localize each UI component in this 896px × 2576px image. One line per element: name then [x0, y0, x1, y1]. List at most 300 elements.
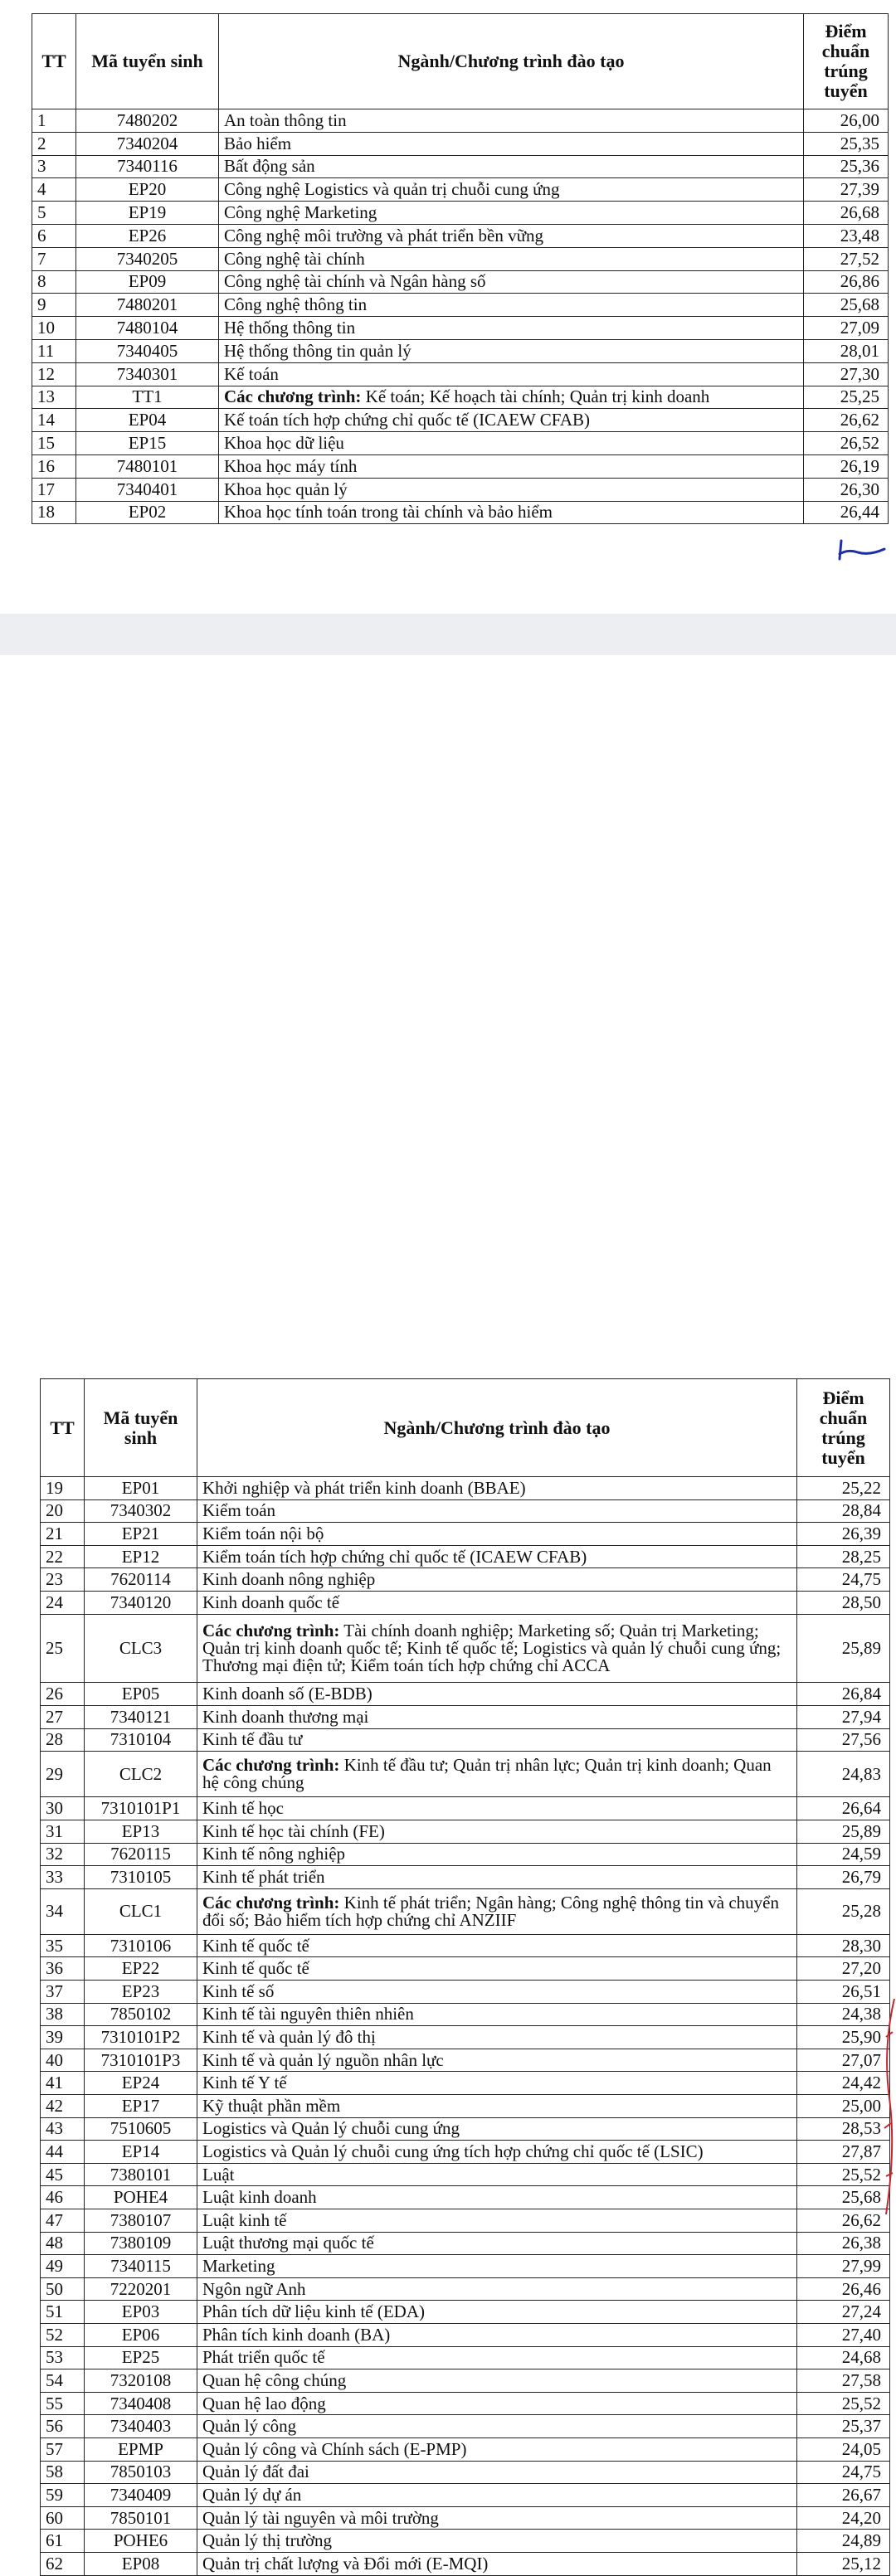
cutoff-score: 25,90 [797, 2026, 890, 2049]
program-name [197, 2049, 797, 2072]
program-name [219, 202, 804, 225]
program-group-lead: Các chương trình: [224, 386, 362, 407]
cutoff-score: 26,67 [797, 2484, 890, 2507]
program-name [219, 409, 804, 432]
program-name-text: Hệ thống thông tin quản lý [224, 340, 411, 361]
admission-code: EP09 [76, 270, 219, 294]
header-score: Điểm chuẩn trúng tuyển [797, 1379, 890, 1477]
row-number: 16 [32, 454, 76, 478]
cutoff-score: 28,25 [797, 1545, 890, 1568]
table-row [41, 1523, 890, 1546]
row-number: 46 [41, 2186, 85, 2209]
row-number: 33 [41, 1866, 85, 1889]
program-name [197, 1866, 797, 1889]
cutoff-score: 25,12 [797, 2552, 890, 2575]
row-number: 43 [41, 2117, 85, 2141]
table-row [41, 2301, 890, 2324]
row-number: 3 [32, 155, 76, 178]
row-number: 37 [41, 1981, 85, 2004]
admission-code: 7480201 [76, 294, 219, 317]
cutoff-score: 24,83 [797, 1752, 890, 1797]
cutoff-score: 27,58 [797, 2369, 890, 2393]
table-row [32, 294, 889, 317]
program-name-text: Quản lý dự án [202, 2484, 302, 2505]
cutoff-score: 25,25 [804, 386, 889, 409]
program-name [197, 2415, 797, 2438]
admission-code: 7480101 [76, 454, 219, 478]
table-row [41, 1477, 890, 1500]
program-name [197, 1614, 797, 1683]
admission-code: EPMP [85, 2437, 197, 2461]
admission-code: 7320108 [85, 2369, 197, 2393]
table-row [32, 109, 889, 133]
table-row [32, 202, 889, 225]
program-name-text: Tài chính doanh nghiệp; Marketing số; Quản trị Marketing; Quản trị kinh doanh quốc tế; Kinh tế quốc tế; Logistics và quản lý chuỗi cung ứng; Thương mại điện tử; Kiểm toán tích hợp chứng chỉ ACCA [202, 1620, 782, 1675]
row-number: 8 [32, 270, 76, 294]
program-name [197, 2117, 797, 2141]
admission-code: EP04 [76, 409, 219, 432]
program-name-text: Kinh tế đầu tư [202, 1729, 303, 1750]
cutoff-score: 26,51 [797, 1981, 890, 2004]
cutoff-score: 26,64 [797, 1797, 890, 1820]
program-name-text: Marketing [202, 2256, 275, 2276]
program-name-text: Kinh doanh số (E-BDB) [202, 1684, 373, 1704]
cutoff-score: 24,20 [797, 2506, 890, 2530]
program-name [197, 2209, 797, 2233]
admission-code: 7340301 [76, 362, 219, 386]
program-name [219, 339, 804, 362]
program-name-text: Quản trị chất lượng và Đổi mới (E-MQI) [202, 2553, 489, 2574]
program-name [197, 2506, 797, 2530]
cutoff-score: 26,30 [804, 478, 889, 501]
admission-code: EP23 [85, 1981, 197, 2004]
program-name-text: Khoa học quản lý [224, 479, 348, 499]
cutoff-score: 25,37 [797, 2415, 890, 2438]
table-row [41, 1843, 890, 1866]
row-number: 9 [32, 294, 76, 317]
admission-code: 7340116 [76, 155, 219, 178]
table-row [41, 2323, 890, 2346]
cutoff-score: 24,89 [797, 2530, 890, 2553]
table-row [32, 224, 889, 247]
program-name-text: Công nghệ thông tin [224, 294, 368, 315]
program-name-text: Bảo hiểm [224, 133, 292, 153]
program-name-text: Kế toán; Kế hoạch tài chính; Quản trị kinh doanh [361, 386, 710, 407]
row-number: 52 [41, 2323, 85, 2346]
table-row [41, 1728, 890, 1752]
admission-code: EP14 [85, 2141, 197, 2164]
program-name-text: Kiểm toán [202, 1500, 276, 1521]
admission-code: 7340121 [85, 1705, 197, 1728]
cutoff-score: 27,52 [804, 247, 889, 270]
row-number: 45 [41, 2163, 85, 2186]
table-row [41, 2484, 890, 2507]
row-number: 30 [41, 1797, 85, 1820]
admission-code: TT1 [76, 386, 219, 409]
cutoff-score: 26,86 [804, 270, 889, 294]
cutoff-score: 27,94 [797, 1705, 890, 1728]
row-number: 35 [41, 1934, 85, 1957]
page-gap [0, 614, 896, 655]
program-name-text: Khoa học tính toán trong tài chính và bảo hiểm [224, 502, 553, 522]
cutoff-score: 26,79 [797, 1866, 890, 1889]
program-name-text: Quan hệ lao động [202, 2393, 326, 2413]
program-group-lead: Các chương trình: [202, 1892, 340, 1913]
cutoff-score: 26,19 [804, 454, 889, 478]
program-name-text: Kinh tế nông nghiệp [202, 1844, 346, 1864]
row-number: 39 [41, 2026, 85, 2049]
cutoff-score: 28,84 [797, 1499, 890, 1523]
admission-code: EP24 [85, 2072, 197, 2095]
cutoff-score: 28,50 [797, 1591, 890, 1614]
row-number: 7 [32, 247, 76, 270]
red-stamp-edge-icon [881, 1999, 896, 2214]
table-row [41, 1683, 890, 1706]
admission-code: 7340115 [85, 2255, 197, 2278]
table-header-row [41, 1379, 890, 1477]
table-row [41, 2277, 890, 2301]
cutoff-score: 25,68 [804, 294, 889, 317]
program-name [197, 2095, 797, 2118]
admission-code: 7620115 [85, 1843, 197, 1866]
table-row [41, 1614, 890, 1683]
row-number: 29 [41, 1752, 85, 1797]
program-name [219, 432, 804, 455]
row-number: 59 [41, 2484, 85, 2507]
program-name-text: Phát triển quốc tế [202, 2347, 325, 2368]
table-row [41, 2552, 890, 2575]
row-number: 61 [41, 2530, 85, 2553]
cutoff-score: 27,39 [804, 178, 889, 202]
program-name-text: Kiểm toán tích hợp chứng chỉ quốc tế (ICAEW CFAB) [202, 1546, 587, 1567]
program-name-text: Kinh tế phát triển [202, 1866, 325, 1887]
row-number: 58 [41, 2461, 85, 2484]
row-number: 1 [32, 109, 76, 133]
admission-code: 7620114 [85, 1568, 197, 1592]
program-name [197, 2141, 797, 2164]
program-name-text: Công nghệ tài chính [224, 248, 365, 269]
table-row [41, 2072, 890, 2095]
program-name-text: Kiểm toán nội bộ [202, 1523, 324, 1543]
cutoff-score: 25,68 [797, 2186, 890, 2209]
row-number: 28 [41, 1728, 85, 1752]
program-name-text: Logistics và Quản lý chuỗi cung ứng tích hợp chứng chỉ quốc tế (LSIC) [202, 2141, 704, 2162]
cutoff-score: 27,56 [797, 1728, 890, 1752]
admission-code: 7340409 [85, 2484, 197, 2507]
admission-code: CLC3 [85, 1614, 197, 1683]
cutoff-score: 27,99 [797, 2255, 890, 2278]
row-number: 57 [41, 2437, 85, 2461]
admission-code: 7340403 [85, 2415, 197, 2438]
program-name [197, 1888, 797, 1934]
program-name [197, 2369, 797, 2393]
table-row [41, 2392, 890, 2415]
cutoff-score: 26,00 [804, 109, 889, 133]
cutoff-score: 27,09 [804, 317, 889, 340]
admission-code: EP20 [76, 178, 219, 202]
program-name [197, 1568, 797, 1592]
cutoff-score: 28,30 [797, 1934, 890, 1957]
program-name-text: Quản lý tài nguyên và môi trường [202, 2507, 439, 2528]
row-number: 24 [41, 1591, 85, 1614]
program-name-text: Quản lý công và Chính sách (E-PMP) [202, 2438, 467, 2459]
cutoff-score: 26,52 [804, 432, 889, 455]
row-number: 27 [41, 1705, 85, 1728]
program-name-text: Kinh tế và quản lý nguồn nhân lực [202, 2049, 444, 2070]
cutoff-score: 26,62 [804, 409, 889, 432]
program-name-text: Kinh tế phát triển; Ngân hàng; Công nghệ thông tin và chuyển đổi số; Bảo hiểm tích hợp chứng chỉ ANZIIF [202, 1892, 779, 1930]
program-name [197, 1843, 797, 1866]
program-name-text: Kinh tế đầu tư; Quản trị nhân lực; Quản trị kinh doanh; Quan hệ công chúng [202, 1755, 772, 1793]
row-number: 31 [41, 1820, 85, 1843]
program-name [197, 2277, 797, 2301]
cutoff-score: 25,52 [797, 2392, 890, 2415]
cutoff-score: 25,35 [804, 132, 889, 155]
pen-mark-icon [836, 537, 886, 562]
program-name-text: Kinh doanh quốc tế [202, 1592, 340, 1612]
cutoff-score: 24,38 [797, 2003, 890, 2026]
admission-code: 7480104 [76, 317, 219, 340]
cutoff-score: 24,75 [797, 1568, 890, 1592]
program-name [219, 362, 804, 386]
row-number: 11 [32, 339, 76, 362]
program-name-text: Kinh doanh thương mại [202, 1706, 369, 1727]
program-name [197, 1752, 797, 1797]
table-row [32, 270, 889, 294]
program-name [219, 317, 804, 340]
admission-code: EP19 [76, 202, 219, 225]
program-name [197, 1477, 797, 1500]
header-code: Mã tuyển sinh [85, 1379, 197, 1477]
cutoff-score: 25,89 [797, 1820, 890, 1843]
program-name [197, 1523, 797, 1546]
program-name-text: Kinh doanh nông nghiệp [202, 1569, 376, 1590]
row-number: 26 [41, 1683, 85, 1706]
admission-code: 7850103 [85, 2461, 197, 2484]
admission-code: 7310101P2 [85, 2026, 197, 2049]
row-number: 17 [32, 478, 76, 501]
admission-code: POHE4 [85, 2186, 197, 2209]
table-row [32, 501, 889, 524]
table-row [41, 1820, 890, 1843]
program-name [197, 2003, 797, 2026]
admission-code: 7310105 [85, 1866, 197, 1889]
cutoff-score: 26,68 [804, 202, 889, 225]
admission-code: EP13 [85, 1820, 197, 1843]
program-name-text: Kỹ thuật phần mềm [202, 2095, 341, 2116]
program-name [197, 2530, 797, 2553]
table-row [41, 2026, 890, 2049]
cutoff-score: 24,05 [797, 2437, 890, 2461]
row-number: 60 [41, 2506, 85, 2530]
cutoff-score: 24,68 [797, 2346, 890, 2369]
program-name-text: Khoa học máy tính [224, 455, 358, 476]
admission-code: 7310106 [85, 1934, 197, 1957]
program-name [219, 155, 804, 178]
program-name [219, 454, 804, 478]
cutoff-score: 25,52 [797, 2163, 890, 2186]
program-name-text: Quan hệ công chúng [202, 2369, 347, 2390]
table-row [41, 2117, 890, 2141]
table-row [41, 1981, 890, 2004]
admission-code: 7340205 [76, 247, 219, 270]
program-name-text: Bất động sản [224, 156, 315, 177]
row-number: 21 [41, 1523, 85, 1546]
header-program: Ngành/Chương trình đào tạo [197, 1379, 797, 1477]
table-row [41, 2163, 890, 2186]
row-number: 41 [41, 2072, 85, 2095]
admission-code: EP12 [85, 1545, 197, 1568]
program-name-text: Luật kinh doanh [202, 2187, 317, 2208]
row-number: 40 [41, 2049, 85, 2072]
admission-code: 7220201 [85, 2277, 197, 2301]
cutoff-score: 25,89 [797, 1614, 890, 1683]
document-page-2 [0, 655, 896, 2574]
admission-code: 7850101 [85, 2506, 197, 2530]
table-row [41, 1797, 890, 1820]
table-row [41, 1705, 890, 1728]
row-number: 5 [32, 202, 76, 225]
table-row [41, 2415, 890, 2438]
admission-code: EP17 [85, 2095, 197, 2118]
admission-code: EP21 [85, 1523, 197, 1546]
row-number: 6 [32, 224, 76, 247]
table-row [32, 155, 889, 178]
admission-code: 7480202 [76, 109, 219, 133]
table-row [32, 409, 889, 432]
cutoff-score: 26,39 [797, 1523, 890, 1546]
program-name-text: Khoa học dữ liệu [224, 433, 344, 454]
admission-code: EP06 [85, 2323, 197, 2346]
program-name [219, 132, 804, 155]
row-number: 22 [41, 1545, 85, 1568]
table-row [41, 1934, 890, 1957]
admission-code: 7340204 [76, 132, 219, 155]
table-row [41, 1568, 890, 1592]
table-row [32, 317, 889, 340]
program-group-lead: Các chương trình: [202, 1620, 340, 1640]
table-row [41, 2141, 890, 2164]
table-body-1 [32, 109, 889, 524]
table-row [41, 1866, 890, 1889]
program-name [197, 1591, 797, 1614]
cutoff-score: 28,53 [797, 2117, 890, 2141]
table-row [32, 178, 889, 202]
cutoff-score: 26,38 [797, 2232, 890, 2255]
admission-code: 7380101 [85, 2163, 197, 2186]
admission-code: 7340405 [76, 339, 219, 362]
admission-code: EP03 [85, 2301, 197, 2324]
admission-code: 7380109 [85, 2232, 197, 2255]
row-number: 32 [41, 1843, 85, 1866]
table-row [41, 2209, 890, 2233]
cutoff-score: 28,01 [804, 339, 889, 362]
program-name [219, 109, 804, 133]
program-name [197, 1499, 797, 1523]
program-name [219, 501, 804, 524]
program-name-text: Kinh tế tài nguyên thiên nhiên [202, 2004, 414, 2024]
header-code: Mã tuyển sinh [76, 14, 219, 109]
cutoff-score: 26,62 [797, 2209, 890, 2233]
admission-code: EP22 [85, 1957, 197, 1981]
cutoff-score: 26,84 [797, 1683, 890, 1706]
table-row [41, 2095, 890, 2118]
admission-code: 7340408 [85, 2392, 197, 2415]
program-name-text: Kinh tế học tài chính (FE) [202, 1820, 385, 1841]
program-name [197, 2072, 797, 2095]
program-name-text: Kế toán [224, 363, 279, 384]
row-number: 25 [41, 1614, 85, 1683]
program-name-text: Luật kinh tế [202, 2209, 287, 2230]
cutoff-score: 24,42 [797, 2072, 890, 2095]
program-name-text: Kinh tế Y tế [202, 2073, 287, 2093]
table-row [41, 2346, 890, 2369]
program-name [219, 386, 804, 409]
cutoff-score: 25,22 [797, 1477, 890, 1500]
header-program: Ngành/Chương trình đào tạo [219, 14, 804, 109]
table-row [41, 2461, 890, 2484]
table-row [32, 247, 889, 270]
program-name-text: Công nghệ tài chính và Ngân hàng số [224, 271, 486, 292]
program-name-text: Kế toán tích hợp chứng chỉ quốc tế (ICAEW CFAB) [224, 410, 591, 430]
row-number: 4 [32, 178, 76, 202]
program-name [197, 1957, 797, 1981]
cutoff-score: 27,20 [797, 1957, 890, 1981]
admission-code: EP08 [85, 2552, 197, 2575]
program-name [219, 224, 804, 247]
program-name-text: Kinh tế học [202, 1798, 284, 1819]
program-name [197, 2346, 797, 2369]
row-number: 38 [41, 2003, 85, 2026]
program-name [219, 247, 804, 270]
table-row [41, 2049, 890, 2072]
row-number: 42 [41, 2095, 85, 2118]
cutoff-score: 25,00 [797, 2095, 890, 2118]
row-number: 2 [32, 132, 76, 155]
table-row [41, 2369, 890, 2393]
cutoff-score: 27,24 [797, 2301, 890, 2324]
table-row [41, 1888, 890, 1934]
program-name-text: Kinh tế quốc tế [202, 1935, 309, 1956]
cutoff-score: 24,59 [797, 1843, 890, 1866]
program-group-lead: Các chương trình: [202, 1755, 340, 1776]
table-row [32, 454, 889, 478]
cutoff-score: 27,30 [804, 362, 889, 386]
row-number: 53 [41, 2346, 85, 2369]
cutoff-score: 23,48 [804, 224, 889, 247]
table-row [41, 2003, 890, 2026]
program-name [197, 1545, 797, 1568]
cutoff-score: 27,87 [797, 2141, 890, 2164]
program-name-text: An toàn thông tin [224, 109, 347, 130]
table-row [32, 339, 889, 362]
admission-code: CLC2 [85, 1752, 197, 1797]
row-number: 19 [41, 1477, 85, 1500]
program-name-text: Kinh tế số [202, 1981, 275, 2001]
table-row [41, 2437, 890, 2461]
program-name-text: Công nghệ Logistics và quản trị chuỗi cung ứng [224, 179, 560, 200]
row-number: 10 [32, 317, 76, 340]
admission-code: POHE6 [85, 2530, 197, 2553]
table-row [41, 2232, 890, 2255]
admission-code: 7340302 [85, 1499, 197, 1523]
admission-code: 7510605 [85, 2117, 197, 2141]
program-name-text: Hệ thống thông tin [224, 318, 356, 338]
program-name [197, 2552, 797, 2575]
header-tt: TT [41, 1379, 85, 1477]
table-row [41, 2186, 890, 2209]
program-name [197, 2461, 797, 2484]
